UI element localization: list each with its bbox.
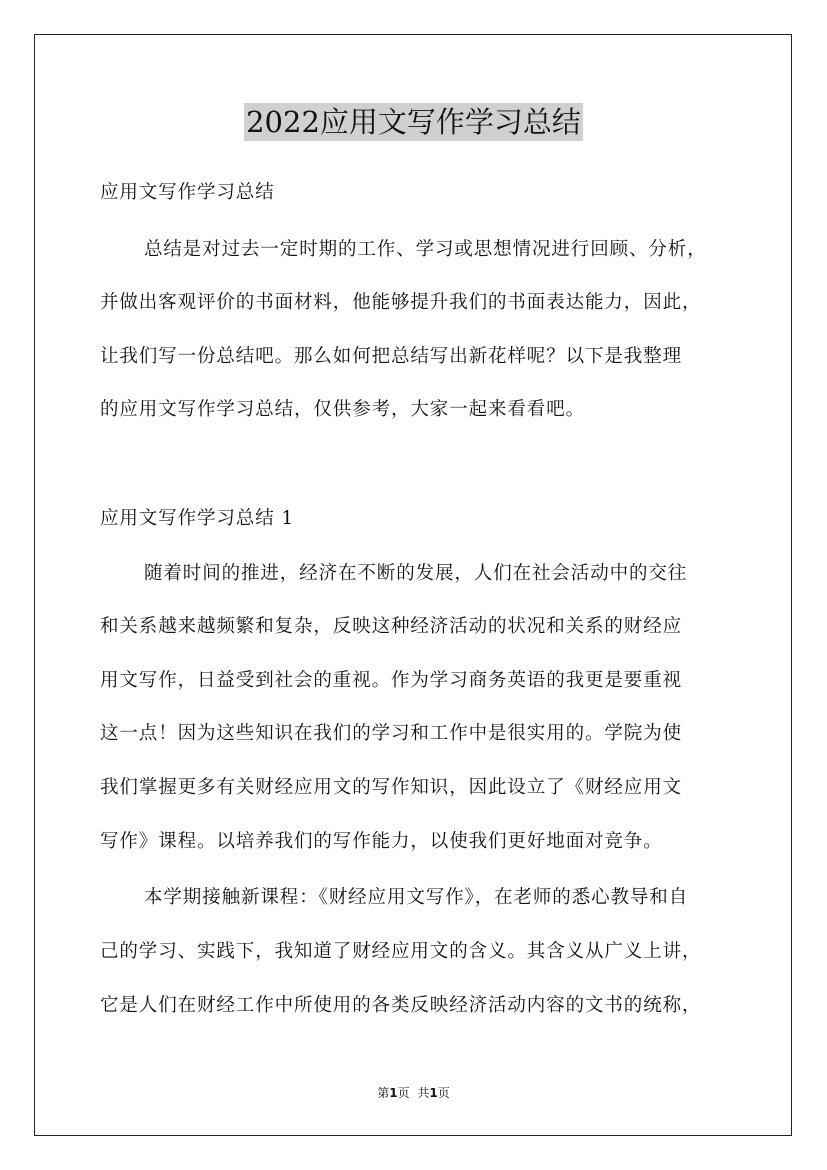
- intro-line: 的应用文写作学习总结，仅供参考，大家一起来看看吧。: [100, 399, 586, 420]
- page-number: 1: [389, 1086, 398, 1100]
- intro-line: 让我们写一份总结吧。那么如何把总结写出新花样呢？以下是我整理: [100, 346, 683, 367]
- paragraph-line: 它是人们在财经工作中所使用的各类反映经济活动内容的文书的统称，: [100, 995, 702, 1016]
- total-label-suffix: 页: [437, 1086, 450, 1100]
- paragraph-line: 用文写作，日益受到社会的重视。作为学习商务英语的我更是要重视: [100, 670, 683, 691]
- paragraph-line: 随着时间的推进，经济在不断的发展，人们在社会活动中的交往: [144, 563, 688, 584]
- paragraph-line: 己的学习、实践下，我知道了财经应用文的含义。其含义从广义上讲，: [100, 941, 702, 962]
- page-label-prefix: 第: [377, 1086, 390, 1100]
- page-footer: [0, 1085, 827, 1101]
- intro-line: 总结是对过去一定时期的工作、学习或思想情况进行回顾、分析，: [144, 239, 707, 260]
- intro-line: 并做出客观评价的书面材料，他能够提升我们的书面表达能力，因此，: [100, 292, 702, 313]
- paragraph-line: 和关系越来越频繁和复杂，反映这种经济活动的状况和关系的财经应: [100, 616, 683, 637]
- document-heading: 应用文写作学习总结: [100, 182, 275, 203]
- document-title: 2022应用文写作学习总结: [246, 105, 581, 139]
- paragraph-line: 写作》课程。以培养我们的写作能力，以使我们更好地面对竞争。: [100, 831, 663, 852]
- paragraph-line: 本学期接触新课程：《财经应用文写作》，在老师的悉心教导和自: [144, 887, 689, 908]
- paragraph-line: 这一点！因为这些知识在我们的学习和工作中是很实用的。学院为使: [100, 723, 683, 744]
- page-label-suffix: 页: [397, 1086, 410, 1100]
- paragraph-line: 我们掌握更多有关财经应用文的写作知识，因此设立了《财经应用文: [100, 777, 683, 798]
- total-label-prefix: 共: [417, 1086, 430, 1100]
- title-wrap: [0, 103, 827, 141]
- total-pages: 1: [429, 1086, 438, 1100]
- section-heading: 应用文写作学习总结 1: [100, 508, 295, 529]
